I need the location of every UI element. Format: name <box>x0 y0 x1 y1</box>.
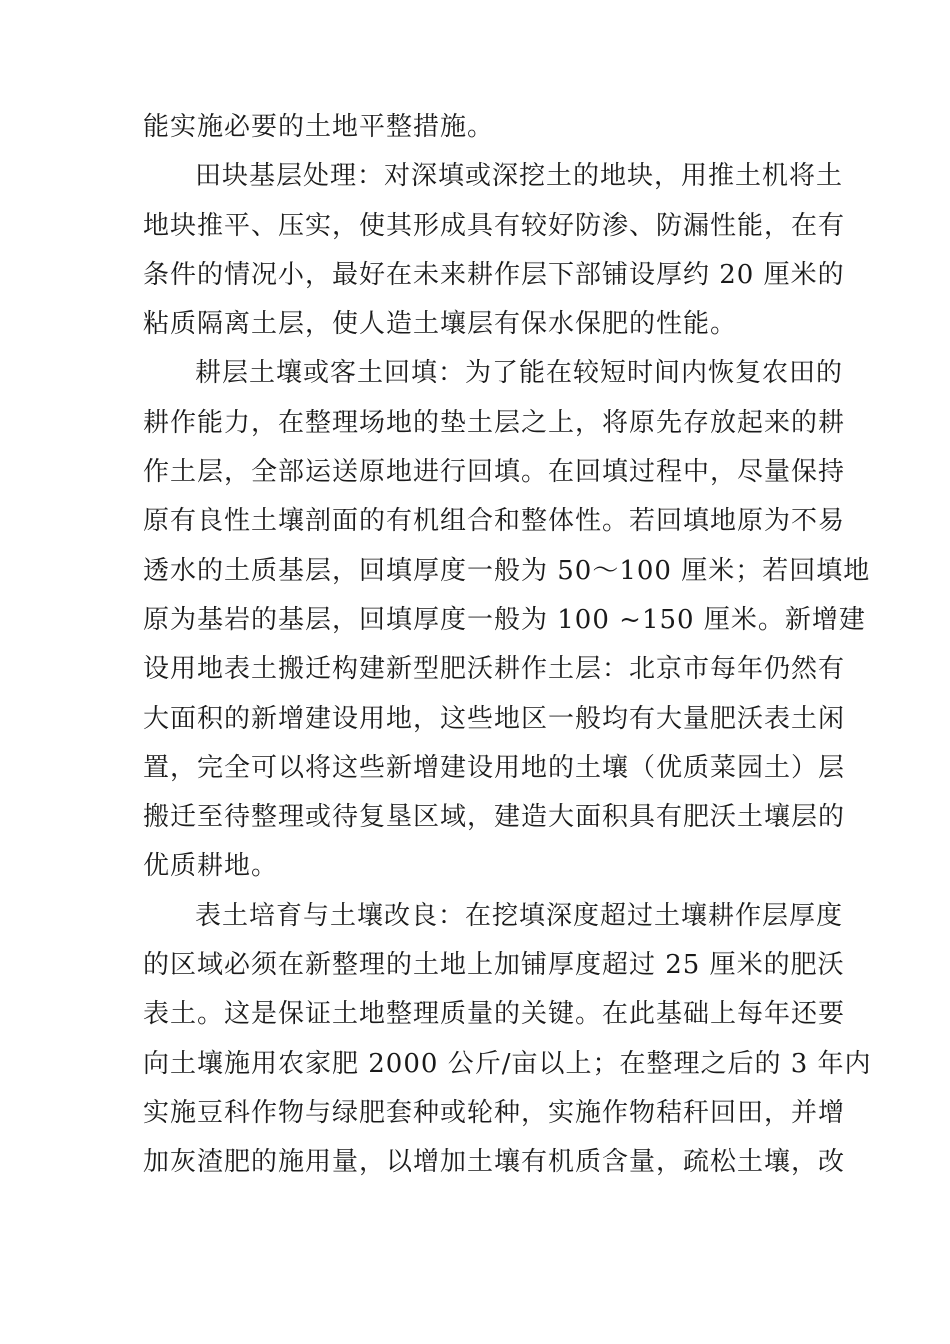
paragraph-start-line: 田块基层处理：对深填或深挖土的地块，用推土机将土 <box>195 161 844 192</box>
text-line: 加灰渣肥的施用量，以增加土壤有机质含量，疏松土壤，改 <box>143 1147 846 1178</box>
text-line: 的区域必须在新整理的土地上加铺厚度超过 25 厘米的肥沃 <box>143 950 845 981</box>
text-line: 作土层，全部运送原地进行回填。在回填过程中，尽量保持 <box>143 457 846 488</box>
text-line: 原为基岩的基层，回填厚度一般为 100 ~150 厘米。新增建 <box>143 604 866 635</box>
text-line: 优质耕地。 <box>143 851 279 882</box>
text-line: 搬迁至待整理或待复垦区域，建造大面积具有肥沃土壤层的 <box>143 802 846 833</box>
text-line: 设用地表土搬迁构建新型肥沃耕作土层：北京市每年仍然有 <box>143 654 846 685</box>
text-line: 置，完全可以将这些新增建设用地的土壤（优质菜园土）层 <box>143 752 846 783</box>
paragraph-start-line: 表土培育与土壤改良：在挖填深度超过土壤耕作层厚度 <box>195 900 844 931</box>
text-line: 地块推平、压实，使其形成具有较好防渗、防漏性能，在有 <box>143 210 846 241</box>
body-text <box>143 103 872 1188</box>
text-line: 实施豆科作物与绿肥套种或轮种，实施作物秸秆回田，并增 <box>143 1097 846 1128</box>
text-line: 条件的情况小，最好在未来耕作层下部铺设厚约 20 厘米的 <box>143 259 845 290</box>
text-line: 向土壤施用农家肥 2000 公斤/亩以上；在整理之后的 3 年内 <box>143 1048 872 1079</box>
text-line: 粘质隔离土层，使人造土壤层有保水保肥的性能。 <box>143 309 738 340</box>
text-line: 耕作能力，在整理场地的垫土层之上，将原先存放起来的耕 <box>143 407 846 438</box>
text-line: 原有良性土壤剖面的有机组合和整体性。若回填地原为不易 <box>143 506 846 537</box>
text-line: 能实施必要的土地平整措施。 <box>143 112 495 142</box>
text-line: 透水的土质基层，回填厚度一般为 50～100 厘米；若回填地 <box>143 555 871 586</box>
paragraph-start-line: 耕层土壤或客土回填：为了能在较短时间内恢复农田的 <box>195 358 844 389</box>
text-line: 大面积的新增建设用地，这些地区一般均有大量肥沃表土闲 <box>143 703 846 734</box>
text-line: 表土。这是保证土地整理质量的关键。在此基础上每年还要 <box>143 999 846 1030</box>
